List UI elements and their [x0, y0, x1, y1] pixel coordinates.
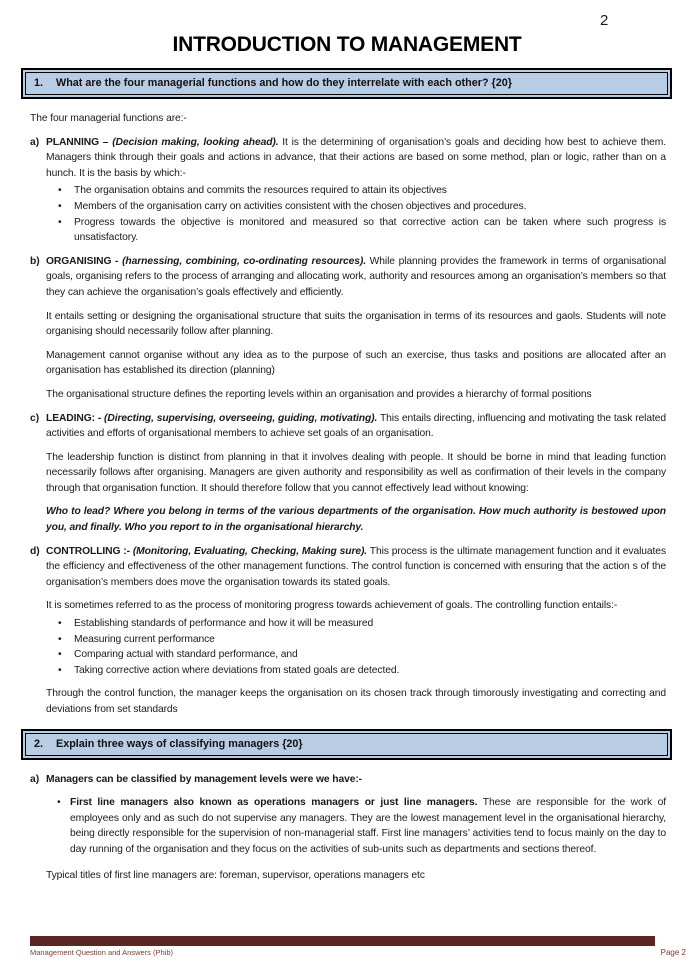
list-item: [70, 795, 666, 857]
item-marker-a2: a): [30, 773, 40, 785]
question-1-header: [21, 68, 672, 99]
leading-term: LEADING: -: [46, 412, 105, 424]
organising-gloss: (harnessing, combining, co-ordinating resources).: [122, 255, 366, 267]
classification-bullet-list: [46, 795, 666, 857]
organising-paragraph-2: Management cannot organise without any idea as to the purpose of such an exercise, thus tasks and positions are allocated after an organisation has established its direction (planning): [46, 349, 666, 377]
controlling-gloss: (Monitoring, Evaluating, Checking, Making sure).: [132, 545, 368, 557]
leading-lead-text: This entails directing, influencing and motivating the task related activities and efforts of organisational members to achieve set goals of an organisation.: [46, 412, 666, 440]
first-line-managers-bold: First line managers also known as operations managers or just line managers.: [70, 797, 478, 809]
list-item-management-levels: [30, 772, 666, 884]
typical-titles-paragraph: Typical titles of first line managers are: foreman, supervisor, operations managers etc: [46, 869, 425, 881]
item-marker-d: d): [30, 545, 40, 557]
item-marker-c: c): [30, 412, 40, 424]
item-marker-a: a): [30, 136, 40, 148]
item-body-management-levels: [46, 772, 666, 884]
list-item: • Establishing standards of performance and how it will be measured: [74, 616, 666, 632]
list-item: • The organisation obtains and commits the resources required to attain its objectives: [74, 183, 666, 199]
list-item: • Taking corrective action where deviations from stated goals are detected.: [74, 663, 666, 679]
question-2-number: 2.: [34, 737, 44, 750]
organising-lead-paragraph: [46, 254, 666, 301]
question-2-header: [21, 729, 672, 760]
list-item: • Comparing actual with standard performance, and: [74, 647, 666, 663]
list-item-leading: [30, 411, 666, 536]
item-body-leading: [46, 411, 666, 536]
item-marker-b: b): [30, 255, 40, 267]
controlling-bullet-list: [46, 616, 666, 678]
footer-page-label: Page 2: [660, 948, 686, 957]
footer-document-name: Management Question and Answers (Phib): [30, 948, 173, 957]
item-body-planning: [46, 135, 666, 246]
answer-2-content: [30, 772, 666, 884]
question-2-header-inner: [25, 733, 668, 756]
page-number: 2: [600, 12, 609, 29]
question-1-header-inner: [25, 72, 668, 95]
list-item: • Members of the organisation carry on activities consistent with the chosen objectives and procedures.: [74, 199, 666, 215]
answer-1-content: [30, 111, 666, 718]
controlling-closing-paragraph: Through the control function, the manager keeps the organisation on its chosen track through timorously investigating and correcting and deviations from set standards: [46, 688, 666, 715]
planning-gloss: (Decision making, looking ahead).: [112, 136, 279, 148]
list-item: • Progress towards the objective is monitored and measured so that corrective action can be taken where such progress is unsatisfactory.: [74, 215, 666, 246]
planning-bullet-list: [46, 183, 666, 245]
q1-intro-line: The four managerial functions are:-: [30, 113, 187, 124]
organising-term: ORGANISING -: [46, 255, 123, 267]
list-item-organising: [30, 254, 666, 403]
planning-lead-paragraph: [46, 135, 666, 182]
controlling-lead-text: This process is the ultimate management function and it evaluates the efficiency and effectiveness of the other management functions. The control function is concerned with ensuring that the action s of the organisation’s members does move the organisation towards its stated goals.: [46, 545, 666, 588]
document-title: INTRODUCTION TO MANAGEMENT: [172, 33, 522, 56]
leading-lead-paragraph: [46, 411, 666, 442]
leading-emphasis-paragraph: Who to lead? Where you belong in terms of the various departments of the organisation. How much authority is bestowed upon you, and finally. Who you report to in the organisational hierarchy.: [46, 506, 666, 534]
question-1-text: What are the four managerial functions and how do they interrelate with each other? {20}: [56, 77, 512, 89]
question-1-number: 1.: [34, 77, 44, 89]
item-body-controlling: [46, 544, 666, 718]
controlling-term: CONTROLLING :-: [46, 545, 133, 557]
list-item-controlling: [30, 544, 666, 718]
first-line-managers-text: These are responsible for the work of employees only and as such do not supervise any managers. They are the lowest management level in the organisational hierarchy, being directly responsible for the supervision of non-managerial staff. First line managers’ activities tend to focus mainly on the day to day running of the organisation and they focus on the activities of sub-units such as departments and sections thereof.: [70, 797, 666, 855]
item-body-organising: [46, 254, 666, 403]
controlling-paragraph: It is sometimes referred to as the process of monitoring progress towards achievement of goals. The controlling function entails:-: [46, 600, 618, 612]
leading-paragraph: The leadership function is distinct from planning in that it involves dealing with people. It should be borne in mind that leading function necessarily follows after organising. Managers are given authority and responsibility as well as confirmation of their levels in the company through that organisation function. It should therefore follow that you cannot effectively lead without knowing:: [46, 451, 666, 494]
list-item: • Measuring current performance: [74, 632, 666, 648]
list-item-planning: [30, 135, 666, 246]
planning-term: PLANNING –: [46, 136, 113, 148]
organising-lead-text: While planning provides the framework in terms of organisational goals, organising refers to the process of arranging and allocating work, authority and resources among an organisation’s members so that they can achieve the organisation’s goals effectively and efficiently.: [46, 255, 667, 298]
organising-paragraph-3: The organisational structure defines the reporting levels within an organisation and provides a hierarchy of formal positions: [46, 388, 592, 400]
controlling-lead-paragraph: [46, 544, 666, 591]
footer-divider-bar: [30, 936, 655, 946]
organising-paragraph-1: It entails setting or designing the organisational structure that suits the organisation in terms of its resources and gaols. Students will note organising should necessarily follow after planning.: [46, 310, 666, 338]
question-2-text: Explain three ways of classifying managers {20}: [56, 737, 303, 750]
leading-gloss: (Directing, supervising, overseeing, guiding, motivating).: [104, 412, 378, 424]
planning-lead-text: It is the determining of organisation’s goals and deciding how best to achieve them. Managers think through their goals and actions in advance, that their actions are based on some method, plan or logic, rather than on a hunch. It is the basis by which:-: [46, 136, 666, 179]
classification-lead-paragraph: Managers can be classified by management levels were we have:-: [46, 773, 363, 785]
page-footer: [0, 930, 694, 962]
